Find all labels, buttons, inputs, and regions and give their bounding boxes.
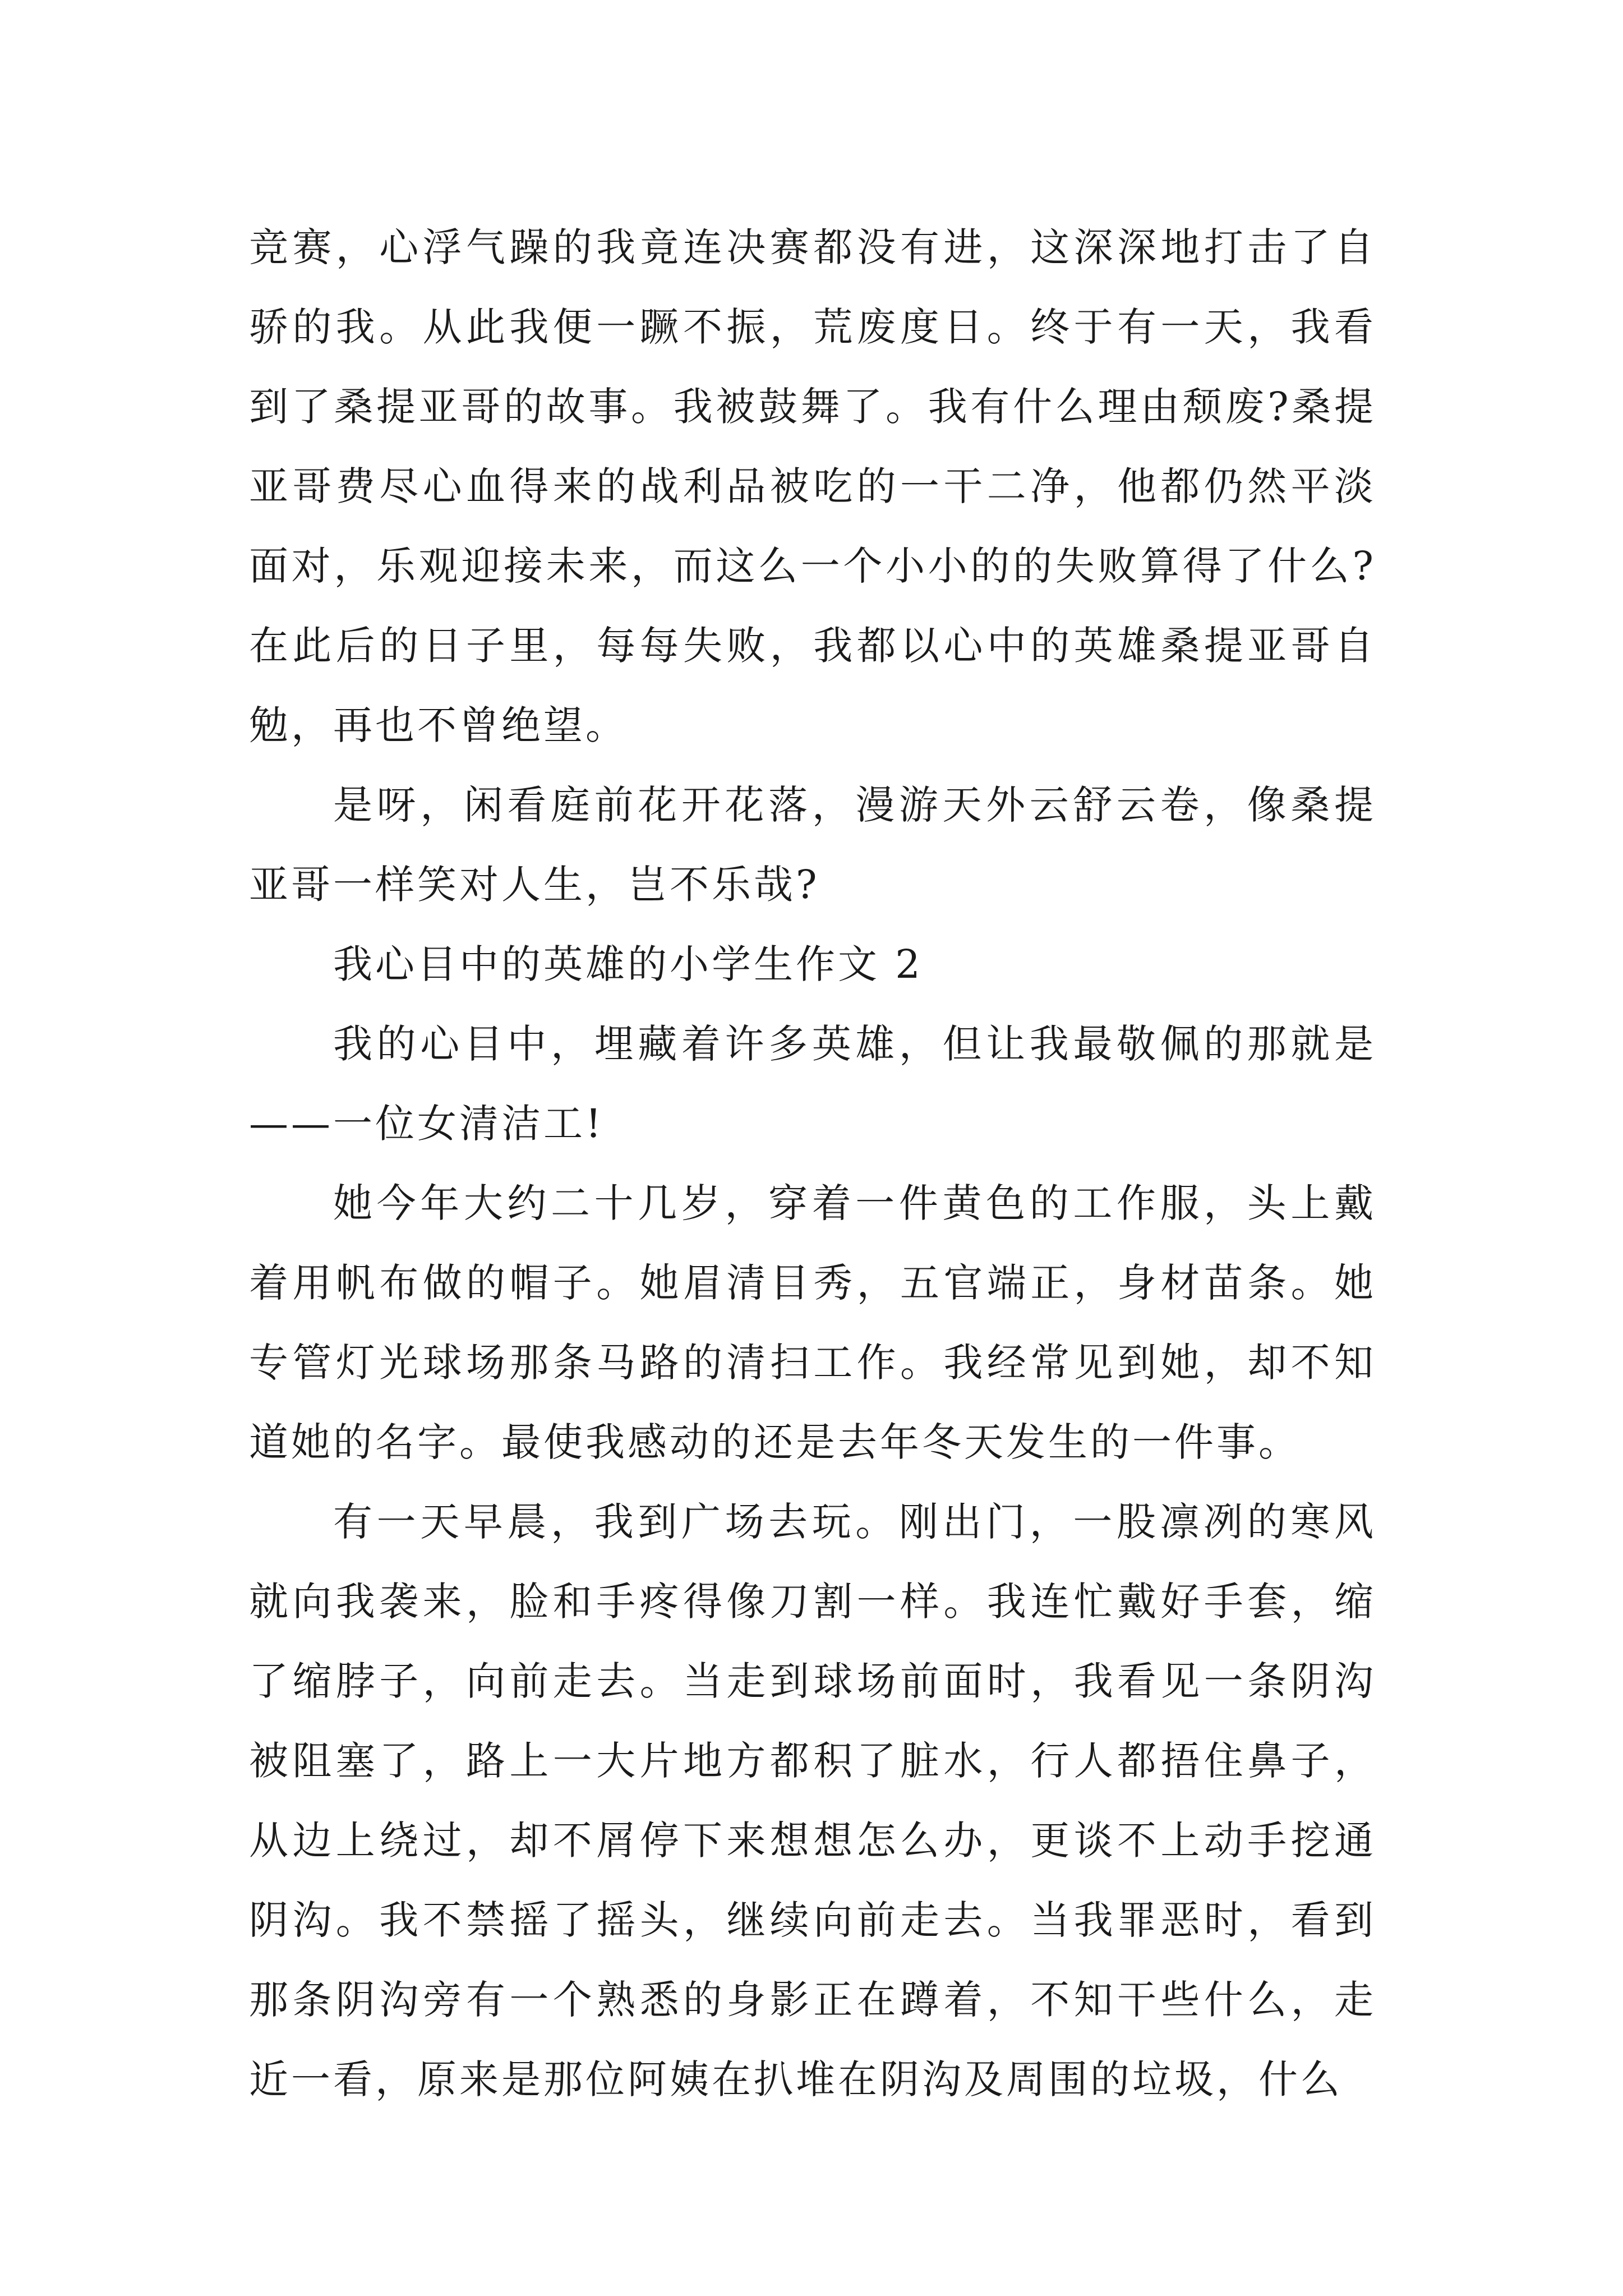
paragraph-3: 我的心目中，埋藏着许多英雄，但让我最敬佩的那就是——一位女清洁工! [249,1021,1376,1147]
essay-title: 我心目中的英雄的小学生作文 2 [333,941,923,987]
paragraph-5: 有一天早晨，我到广场去玩。刚出门，一股凛冽的寒风就向我袭来，脸和手疼得像刀割一样。我连忙戴好手套，缩了缩脖子，向前走去。当走到球场前面时，我看见一条阴沟被阻塞了，路上一大片地方都积了脏水，行人都捂住鼻子，从边上绕过，却不屑停下来想想怎么办，更谈不上动手挖通阴沟。我不禁摇了摇头，继续向前走去。当我罪恶时，看到那条阴沟旁有一个熟悉的身影正在蹲着，不知干些什么，走近一看，原来是那位阿姨在扒堆在阴沟及周围的垃圾，什么 [249,1499,1376,2102]
paragraph-4: 她今年大约二十几岁，穿着一件黄色的工作服，头上戴着用帆布做的帽子。她眉清目秀，五官端正，身材苗条。她专管灯光球场那条马路的清扫工作。我经常见到她，却不知道她的名字。最使我感动的还是去年冬天发生的一件事。 [249,1180,1376,1465]
essay-body [249,208,1376,2119]
paragraph-2: 是呀，闲看庭前花开花落，漫游天外云舒云卷，像桑提亚哥一样笑对人生，岂不乐哉? [249,782,1376,908]
paragraph-1: 竞赛，心浮气躁的我竟连决赛都没有进，这深深地打击了自骄的我。从此我便一蹶不振，荒废度日。终于有一天，我看到了桑提亚哥的故事。我被鼓舞了。我有什么理由颓废?桑提亚哥费尽心血得来的战利品被吃的一干二净，他都仍然平淡面对，乐观迎接未来，而这么一个小小的的失败算得了什么?在此后的日子里，每每失败，我都以心中的英雄桑提亚哥自勉，再也不曾绝望。 [249,224,1376,748]
